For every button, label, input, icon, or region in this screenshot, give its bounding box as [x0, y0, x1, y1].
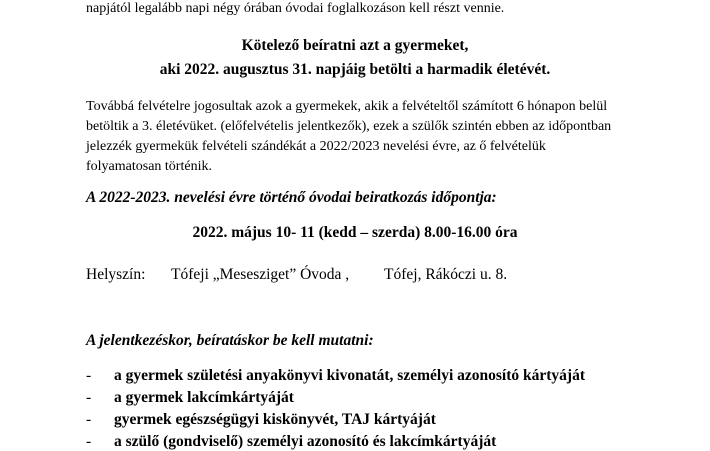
enrollment-heading: A 2022-2023. nevelési évre történő óvodai beiratkozás időpontja:	[86, 189, 497, 206]
documents-heading: A jelentkezéskor, beíratáskor be kell mutatni:	[86, 332, 374, 349]
list-dash: -	[86, 389, 92, 406]
paragraph-line-1: Továbbá felvételre jogosultak azok a gyermekek, akik a felvételtől számított 6 hónapon belül	[86, 99, 608, 114]
paragraph-line-3: jelezzék gyermekük felvételi szándékát a 2022/2023 nevelési évre, az ő felvételük	[86, 139, 546, 154]
location-name: Tófeji „Mesesziget” Óvoda ,	[171, 266, 350, 283]
location-label: Helyszín:	[86, 266, 146, 283]
list-dash: -	[86, 411, 92, 428]
list-dash: -	[86, 367, 92, 384]
enrollment-date: 2022. május 10- 11 (kedd – szerda) 8.00-16.00 óra	[192, 224, 518, 241]
paragraph-line-2: betöltik a 3. életévüket. (előfelvételis jelentkezők), ezek a szülők szintén ebben az időpontban	[86, 119, 612, 134]
location-address: Tófej, Rákóczi u. 8.	[384, 266, 508, 283]
list-item-text: a szülő (gondviselő) személyi azonosító és lakcímkártyáját	[114, 433, 497, 450]
list-item-text: gyermek egészségügyi kiskönyvét, TAJ kártyáját	[114, 411, 436, 428]
intro-tail-text: napjától legalább napi négy órában óvodai foglalkozáson kell részt vennie.	[86, 1, 505, 16]
list-item-text: a gyermek születési anyakönyvi kivonatát, személyi azonosító kártyáját	[114, 367, 585, 384]
list-item-text: a gyermek lakcímkártyáját	[114, 389, 294, 406]
list-dash: -	[86, 433, 92, 450]
paragraph-line-4: folyamatosan történik.	[86, 159, 212, 174]
mandatory-line-1: Kötelező beíratni azt a gyermeket,	[241, 37, 469, 54]
mandatory-line-2: aki 2022. augusztus 31. napjáig betölti a harmadik életévét.	[159, 61, 551, 78]
